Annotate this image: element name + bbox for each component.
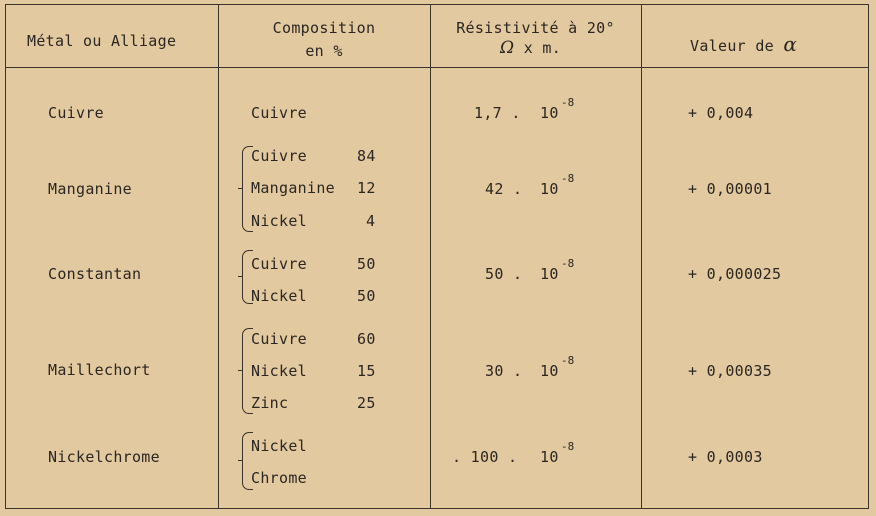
header-composition: Composition xyxy=(272,19,376,37)
resistivity-exponent: -8 xyxy=(561,172,575,185)
component-name: Chrome xyxy=(251,469,307,487)
component-percent: 60 xyxy=(357,330,376,348)
resistivity-mantissa: 42 . xyxy=(485,180,523,198)
header-alpha xyxy=(690,32,797,56)
resistivity-base: 10 xyxy=(540,265,559,283)
alpha-value: + 0,0003 xyxy=(688,448,763,466)
resistivity-mantissa: . 100 . xyxy=(452,448,518,466)
header-metal: Métal ou Alliage xyxy=(27,32,177,50)
resistivity-base: 10 xyxy=(540,448,559,466)
metal-name: Constantan xyxy=(48,265,142,283)
resistivity-mantissa: 1,7 . xyxy=(474,104,521,122)
header-alpha-label: Valeur de xyxy=(690,37,774,55)
component-percent: 25 xyxy=(357,394,376,412)
column-divider-2 xyxy=(430,4,431,509)
resistivity-base: 10 xyxy=(540,104,559,122)
metal-name: Maillechort xyxy=(48,361,151,379)
resistivity-mantissa: 50 . xyxy=(485,265,523,283)
resistivity-mantissa: 30 . xyxy=(485,362,523,380)
alpha-value: + 0,004 xyxy=(688,104,754,122)
component-percent: 15 xyxy=(357,362,376,380)
component-percent: 12 xyxy=(357,179,376,197)
component-name: Nickel xyxy=(251,362,307,380)
resistivity-unit-text: x m. xyxy=(523,39,562,57)
header-divider xyxy=(5,67,869,68)
alpha-symbol: α xyxy=(783,32,798,56)
resistivity-base: 10 xyxy=(540,362,559,380)
metal-name: Cuivre xyxy=(48,104,104,122)
alpha-value: + 0,00035 xyxy=(688,362,772,380)
header-resistivity-unit xyxy=(500,38,561,58)
resistivity-base: 10 xyxy=(540,180,559,198)
component-percent: 50 xyxy=(357,287,376,305)
resistivity-exponent: -8 xyxy=(561,354,575,367)
header-resistivity: Résistivité à 20° xyxy=(456,19,615,37)
component-name: Cuivre xyxy=(251,330,307,348)
alpha-value: + 0,000025 xyxy=(688,265,782,283)
column-divider-1 xyxy=(218,4,219,509)
header-composition-unit: en % xyxy=(305,42,343,60)
component-name: Cuivre xyxy=(251,255,307,273)
component-percent: 84 xyxy=(357,147,376,165)
component-name: Nickel xyxy=(251,212,307,230)
component-name: Zinc xyxy=(251,394,289,412)
alpha-value: + 0,00001 xyxy=(688,180,772,198)
component-name: Cuivre xyxy=(251,104,307,122)
metal-name: Manganine xyxy=(48,180,132,198)
omega-symbol: Ω xyxy=(500,38,515,58)
resistivity-exponent: -8 xyxy=(561,257,575,270)
resistivity-exponent: -8 xyxy=(561,96,575,109)
component-name: Nickel xyxy=(251,287,307,305)
resistivity-exponent: -8 xyxy=(561,440,575,453)
component-percent: 50 xyxy=(357,255,376,273)
column-divider-3 xyxy=(641,4,642,509)
component-percent: 4 xyxy=(366,212,376,230)
component-name: Manganine xyxy=(251,179,335,197)
component-name: Cuivre xyxy=(251,147,307,165)
component-name: Nickel xyxy=(251,437,307,455)
table-border xyxy=(5,4,869,509)
metal-name: Nickelchrome xyxy=(48,448,160,466)
